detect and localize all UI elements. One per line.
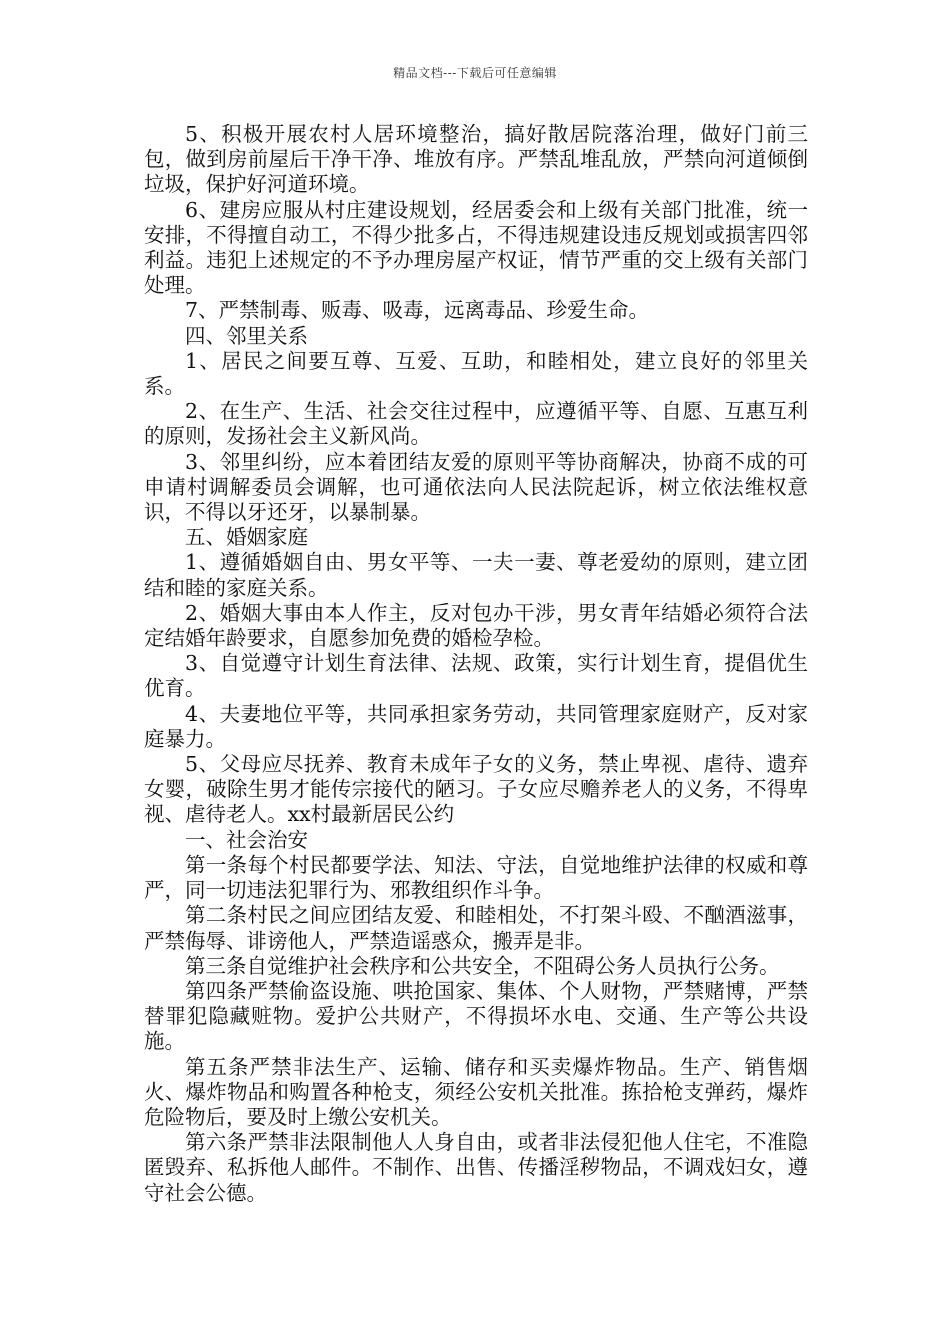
section-heading-neighbors: 四、邻里关系 xyxy=(185,323,308,348)
article-4: 第四条严禁偷盗设施、哄抢国家、集体、个人财物，严禁赌博，严禁替罪犯隐藏赃物。爱护公共财产，不得损坏水电、交通、生产等公共设施。 xyxy=(144,978,808,1054)
article-1: 第一条每个村民都要学法、知法、守法，自觉地维护法律的权威和尊严，同一切违法犯罪行为、邪教组织作斗争。 xyxy=(144,852,808,903)
article-6: 第六条严禁非法限制他人人身自由，或者非法侵犯他人住宅，不准隐匿毁弃、私拆他人邮件。不制作、出售、传播淫秽物品，不调戏妇女，遵守社会公德。 xyxy=(144,1130,808,1205)
paragraph-marriage-5: 5、父母应尽抚养、教育未成年子女的义务，禁止卑视、虐待、遗弃女婴，破除生男才能传宗接代的陋习。子女应尽赡养老人的义务，不得卑视、虐待老人。xx村最新居民公约 xyxy=(144,752,808,827)
section-heading-marriage: 五、婚姻家庭 xyxy=(185,525,308,550)
article-3: 第三条自觉维护社会秩序和公共安全，不阻碍公务人员执行公务。 xyxy=(185,953,780,978)
paragraph-neighbors-2: 2、在生产、生活、社会交往过程中，应遵循平等、自愿、互惠互利的原则，发扬社会主义新风尚。 xyxy=(144,399,808,449)
article-5: 第五条严禁非法生产、运输、储存和买卖爆炸物品。生产、销售烟火、爆炸物品和购置各种枪支，须经公安机关批准。拣拾枪支弹药，爆炸危险物后，要及时上缴公安机关。 xyxy=(144,1054,808,1129)
paragraph-marriage-2: 2、婚姻大事由本人作主，反对包办干涉，男女青年结婚必须符合法定结婚年龄要求，自愿参加免费的婚检孕检。 xyxy=(144,600,808,651)
paragraph-marriage-1: 1、遵循婚姻自由、男女平等、一夫一妻、尊老爱幼的原则，建立团结和睦的家庭关系。 xyxy=(144,550,808,600)
paragraph-neighbors-3: 3、邻里纠纷，应本着团结友爱的原则平等协商解决，协商不成的可申请村调解委员会调解，也可通依法向人民法院起诉，树立依法维权意识，不得以牙还牙，以暴制暴。 xyxy=(144,449,808,525)
page-header: 精品文档---下载后可任意编辑 xyxy=(393,66,557,80)
paragraph-marriage-4: 4、夫妻地位平等，共同承担家务劳动，共同管理家庭财产，反对家庭暴力。 xyxy=(144,701,808,751)
article-2: 第二条村民之间应团结友爱、和睦相处，不打架斗殴、不酗酒滋事，严禁侮辱、诽谤他人，严禁造谣惑众，搬弄是非。 xyxy=(144,903,808,953)
paragraph-neighbors-1: 1、居民之间要互尊、互爱、互助，和睦相处，建立良好的邻里关系。 xyxy=(144,348,808,399)
document-body xyxy=(144,122,808,1206)
paragraph-6-housing: 6、建房应服从村庄建设规划，经居委会和上级有关部门批准，统一安排，不得擅自动工，不得少批多占，不得违规建设违反规划或损害四邻利益。违犯上述规定的不予办理房屋产权证，情节严重的交上级有关部门处理。 xyxy=(144,197,808,298)
section-heading-security: 一、社会治安 xyxy=(185,827,308,852)
paragraph-5-environment: 5、积极开展农村人居环境整治，搞好散居院落治理，做好门前三包，做到房前屋后干净干净、堆放有序。严禁乱堆乱放，严禁向河道倾倒垃圾，保护好河道环境。 xyxy=(144,122,808,197)
paragraph-7-drugs: 7、严禁制毒、贩毒、吸毒，远离毒品、珍爱生命。 xyxy=(185,298,650,323)
paragraph-marriage-3: 3、自觉遵守计划生育法律、法规、政策，实行计划生育，提倡优生优育。 xyxy=(144,651,808,701)
